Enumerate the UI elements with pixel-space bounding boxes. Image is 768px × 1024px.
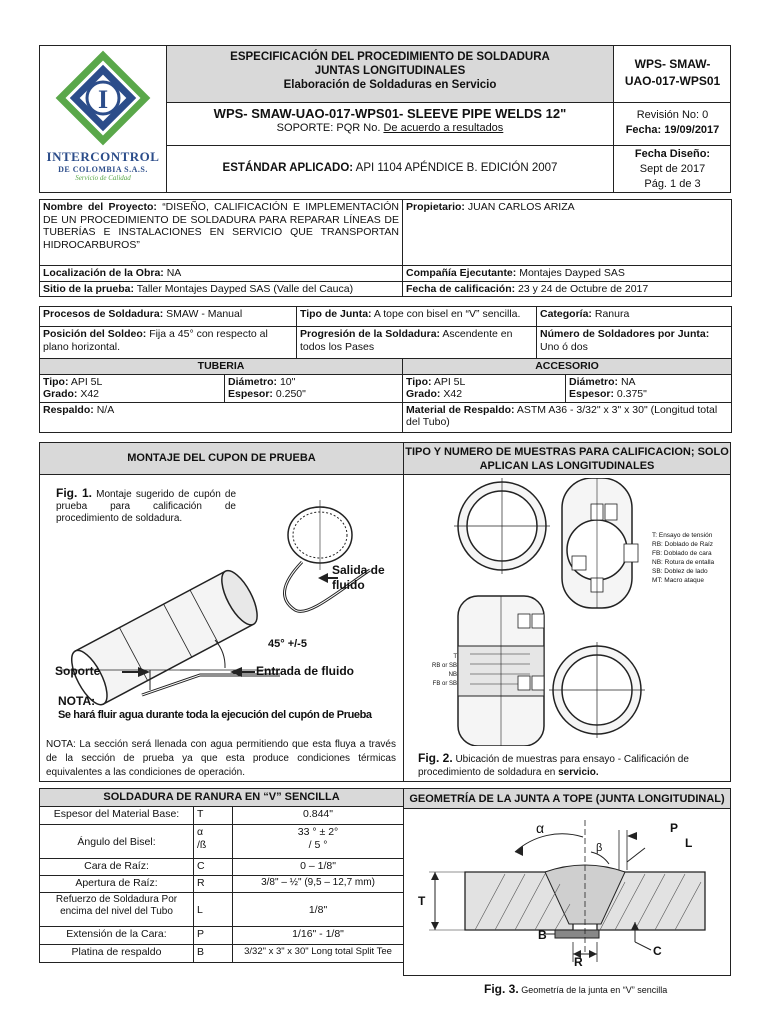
- fig3-label: Fig. 3.: [484, 982, 519, 996]
- propietario-label: Propietario:: [406, 201, 465, 213]
- legend-rb: RB: Doblado de Raíz: [652, 541, 714, 548]
- numero-cell: [537, 327, 732, 359]
- procesos-cell: [40, 307, 297, 327]
- geo-beta-label: β: [596, 842, 603, 854]
- nombre-value: “DISEÑO, CALIFICACIÓN E IMPLEMENTACIÓN DE UN PROCEDIMIENTO DE SOLDADURA PARA REPARAR LÍNEAS DE TUBERÍAS E INSTALACIONES EN SERVICIO QUE TRANSPORTAN HIDROCARBUROS”: [43, 201, 400, 251]
- sitio-label: Sitio de la prueba:: [43, 282, 135, 295]
- header-hline: [166, 102, 731, 103]
- fig1-text: Montaje sugerido de cupón de prueba para calificación de procedimiento de soldadura.: [56, 489, 237, 524]
- localizacion-value: NA: [166, 267, 182, 279]
- ranura-param-name: Cara de Raíz:: [40, 859, 194, 876]
- logo-company-name: INTERCONTROL: [46, 149, 160, 164]
- fig3-caption: [484, 982, 724, 996]
- estandar-value: API 1104 APÉNDICE B. EDICIÓN 2007: [355, 162, 558, 174]
- doc-title-line2: JUNTAS LONGITUDINALES: [314, 65, 466, 77]
- doc-title-line1: ESPECIFICACIÓN DEL PROCEDIMIENTO DE SOLDADURA: [230, 51, 550, 63]
- ranura-param-name: Platina de respaldo: [40, 945, 194, 963]
- tipo-junta-cell: [297, 307, 537, 327]
- accesorio-diametro-label: Diámetro:: [569, 375, 619, 388]
- geo-r-label: R: [574, 955, 583, 969]
- soporte-fig-label: Soporte: [55, 664, 101, 678]
- ranura-row: [40, 927, 404, 945]
- ranura-row: [40, 893, 404, 927]
- ranura-row: [40, 825, 404, 859]
- fecha-diseno-value: Sept de 2017: [639, 163, 706, 175]
- propietario-cell: [403, 200, 732, 266]
- accesorio-tipo-value: API 5L: [433, 375, 466, 388]
- legend-mt: MT: Macro ataque: [652, 577, 705, 584]
- ranura-table: [39, 788, 404, 963]
- fig2-side-labels: [411, 653, 457, 689]
- material-respaldo-label: Material de Respaldo:: [406, 403, 515, 416]
- ranura-param-symbol: T: [194, 807, 233, 825]
- tuberia-grado-value: X42: [80, 388, 100, 400]
- fig2-bold: servicio.: [558, 767, 599, 778]
- montaje-title: MONTAJE DEL CUPON DE PRUEBA: [127, 452, 316, 464]
- page-number: Pág. 1 de 3: [644, 178, 701, 190]
- legend-nb: NB: Rotura de entalla: [652, 559, 715, 566]
- ranura-param-symbol: P: [194, 927, 233, 945]
- geo-alpha-label: α: [536, 820, 545, 836]
- fig1-drawing: [50, 490, 390, 730]
- side-label-nb: NB: [448, 672, 457, 678]
- muestras-title: TIPO Y NUMERO DE MUESTRAS PARA CALIFICACION; SOLO APLICAN LAS LONGITUDINALES: [405, 446, 729, 472]
- categoria-value: Ranura: [594, 308, 630, 320]
- accesorio-grado-label: Grado:: [406, 388, 441, 400]
- localizacion-cell: [40, 266, 403, 282]
- fig3-text: Geometría de la junta en “V” sencilla: [521, 985, 668, 995]
- header-hline: [166, 145, 731, 146]
- fecha-line: [614, 123, 731, 138]
- ranura-param-symbol: α /ß: [194, 825, 233, 859]
- progresion-cell: [297, 327, 537, 359]
- sitio-cell: [40, 281, 403, 297]
- geo-t-label: T: [418, 894, 426, 908]
- logo-company-sub: DE COLOMBIA S.A.S.: [58, 165, 148, 174]
- tipo-junta-value: A tope con bisel en “V” sencilla.: [373, 308, 521, 320]
- ranura-param-value: 3/32" x 3" x 30" Long total Split Tee: [233, 945, 404, 963]
- process-table: [39, 306, 732, 359]
- ranura-param-value: 1/8": [233, 893, 404, 927]
- tuberia-grado-label: Grado:: [43, 388, 78, 400]
- procesos-value: SMAW - Manual: [166, 308, 243, 320]
- project-table: [39, 199, 732, 297]
- wps-title: WPS- SMAW-UAO-017-WPS01- SLEEVE PIPE WELDS 12": [213, 106, 567, 121]
- fig2-legend: [652, 531, 730, 585]
- fecha-cal-label: Fecha de calificación:: [406, 282, 516, 295]
- side-label-rb: RB or SB: [431, 663, 457, 669]
- nota2-text: NOTA: La sección será llenada con agua permitiendo que esta fluya a través de la sección de prueba ya que esta produce condiciones térmicas equivalentes a las condiciones de operación.: [46, 739, 396, 778]
- tuberia-tipo-cell: [40, 374, 225, 402]
- fecha-label: Fecha:: [625, 124, 662, 136]
- ranura-title: SOLDADURA DE RANURA EN “V” SENCILLA: [40, 789, 404, 807]
- fig2-drawing: [410, 478, 728, 746]
- fecha-cal-value: 23 y 24 de Octubre de 2017: [518, 282, 649, 295]
- progresion-label: Progresión de la Soldadura:: [300, 328, 441, 340]
- wps-title-block: [167, 106, 613, 134]
- geo-l-label: L: [685, 836, 693, 850]
- ranura-row: [40, 945, 404, 963]
- fecha-diseno-label: Fecha Diseño:: [634, 148, 711, 160]
- geo-b-label: B: [538, 928, 547, 942]
- soporte-value: De acuerdo a resultados: [383, 122, 504, 134]
- material-respaldo-cell: [403, 402, 732, 432]
- geo-c-label: C: [653, 944, 662, 958]
- figures-divider: [403, 442, 404, 782]
- nota-text: Se hará fluir agua durante toda la ejecución del cupón de Prueba: [58, 709, 372, 721]
- ranura-param-symbol: L: [194, 893, 233, 927]
- ranura-param-value: 3/8" – ½" (9,5 – 12,7 mm): [233, 876, 404, 893]
- ranura-param-value: 1/16" - 1/8": [233, 927, 404, 945]
- tuberia-diametro-label: Diámetro:: [228, 375, 278, 388]
- tuberia-espesor-value: 0.250": [275, 388, 306, 400]
- ranura-param-value: 33 ° ± 2° / 5 °: [233, 825, 404, 859]
- accesorio-espesor-value: 0.375": [616, 388, 647, 400]
- tuberia-espesor-label: Espesor:: [228, 388, 273, 400]
- svg-text:I: I: [97, 85, 109, 114]
- fecha-value: 19/09/2017: [664, 124, 720, 136]
- accesorio-tipo-label: Tipo:: [406, 375, 432, 388]
- tipo-junta-label: Tipo de Junta:: [300, 308, 372, 320]
- fecha-cal-cell: [403, 281, 732, 297]
- tuberia-tipo-value: API 5L: [70, 375, 103, 388]
- doc-code: [614, 56, 731, 90]
- ranura-param-symbol: R: [194, 876, 233, 893]
- doc-title-line3: Elaboración de Soldaduras en Servicio: [283, 79, 497, 91]
- propietario-value: JUAN CARLOS ARIZA: [467, 201, 575, 213]
- compania-value: Montajes Dayped SAS: [519, 267, 625, 279]
- posicion-value: Fija a 45° con respecto al plano horizontal.: [43, 328, 268, 353]
- side-label-t: T: [453, 654, 457, 660]
- accesorio-title: ACCESORIO: [403, 359, 732, 375]
- fig2-label: Fig. 2.: [418, 751, 453, 765]
- revision: Revisión No: 0: [636, 109, 709, 121]
- numero-value: Uno ó dos: [540, 340, 588, 353]
- fig1-label: Fig. 1.: [56, 486, 93, 500]
- tuberia-title: TUBERIA: [40, 359, 403, 375]
- procesos-label: Procesos de Soldadura:: [43, 308, 164, 320]
- accesorio-tipo-cell: [403, 374, 566, 402]
- angle-label: 45° +/-5: [268, 638, 307, 650]
- ranura-param-name: Extensión de la Cara:: [40, 927, 194, 945]
- numero-label: Número de Soldadores por Junta:: [540, 328, 710, 340]
- accesorio-espesor-label: Espesor:: [569, 388, 614, 400]
- categoria-cell: [537, 307, 732, 327]
- ranura-row: [40, 859, 404, 876]
- material-respaldo-value: ASTM A36 - 3/32" x 3" x 30" (Longitud total del Tubo): [406, 403, 718, 428]
- progresion-value: Ascendente en todos los Pases: [300, 328, 513, 353]
- respaldo-value: N/A: [96, 403, 115, 416]
- fecha-diseno-block: [614, 147, 731, 192]
- ranura-param-symbol: B: [194, 945, 233, 963]
- respaldo-cell: [40, 402, 403, 432]
- geometria-title: GEOMETRÍA DE LA JUNTA A TOPE (JUNTA LONGITUDINAL): [409, 793, 725, 805]
- soporte-line: [167, 122, 613, 134]
- logo-tagline: Servicio de Calidad: [75, 174, 131, 182]
- ranura-row: [40, 876, 404, 893]
- legend-fb: FB: Doblado de cara: [652, 550, 712, 557]
- revision-block: [614, 108, 731, 138]
- geo-p-label: P: [670, 821, 679, 835]
- sitio-value: Taller Montajes Dayped SAS (Valle del Cauca): [136, 282, 354, 295]
- ranura-param-value: 0.844": [233, 807, 404, 825]
- respaldo-label: Respaldo:: [43, 403, 94, 416]
- salida-label: Salida de fluido: [332, 563, 385, 592]
- estandar-label: ESTÁNDAR APLICADO:: [222, 162, 354, 174]
- fig2-text: Ubicación de muestras para ensayo - Calificación de procedimiento de soldadura en: [418, 754, 689, 778]
- accesorio-grado-value: X42: [443, 388, 463, 400]
- nombre-proyecto-cell: [40, 200, 403, 266]
- doc-code-line1: WPS- SMAW-: [634, 57, 711, 71]
- legend-t: T: Ensayo de tensión: [652, 532, 713, 539]
- tuberia-diametro-value: 10": [279, 375, 296, 388]
- nota-title: NOTA:: [58, 694, 96, 708]
- localizacion-label: Localización de la Obra:: [43, 267, 164, 279]
- ranura-param-name: Espesor del Material Base:: [40, 807, 194, 825]
- ranura-param-symbol: C: [194, 859, 233, 876]
- tuberia-tipo-label: Tipo:: [43, 375, 69, 388]
- accesorio-diametro-cell: [566, 374, 732, 402]
- posicion-cell: [40, 327, 297, 359]
- fig3-drawing: [405, 812, 729, 972]
- ranura-param-name: Apertura de Raíz:: [40, 876, 194, 893]
- logo-mark-icon: [44, 50, 162, 150]
- compania-cell: [403, 266, 732, 282]
- fig2-caption: [418, 752, 718, 779]
- compania-label: Compañía Ejecutante:: [406, 267, 517, 279]
- ranura-param-name: Ángulo del Bisel:: [40, 825, 194, 859]
- legend-sb: SB: Doblez de lado: [652, 568, 708, 575]
- ranura-param-name: Refuerzo de Soldadura Por encima del nivel del Tubo: [40, 893, 194, 927]
- doc-code-line2: UAO-017-WPS01: [624, 74, 721, 88]
- title-block: [167, 50, 613, 92]
- ranura-param-value: 0 – 1/8": [233, 859, 404, 876]
- material-table: [39, 358, 732, 433]
- nombre-label: Nombre del Proyecto:: [43, 201, 157, 213]
- ranura-row: [40, 807, 404, 825]
- posicion-label: Posición del Soldeo:: [43, 328, 147, 340]
- tuberia-diametro-cell: [225, 374, 403, 402]
- entrada-label: Entrada de fluido: [256, 664, 355, 678]
- accesorio-diametro-value: NA: [620, 375, 636, 388]
- side-label-fb: FB or SB: [432, 681, 457, 687]
- categoria-label: Categoría:: [540, 308, 592, 320]
- company-logo: [44, 50, 162, 185]
- estandar-line: [167, 162, 613, 174]
- soporte-label: SOPORTE: PQR No.: [276, 122, 381, 134]
